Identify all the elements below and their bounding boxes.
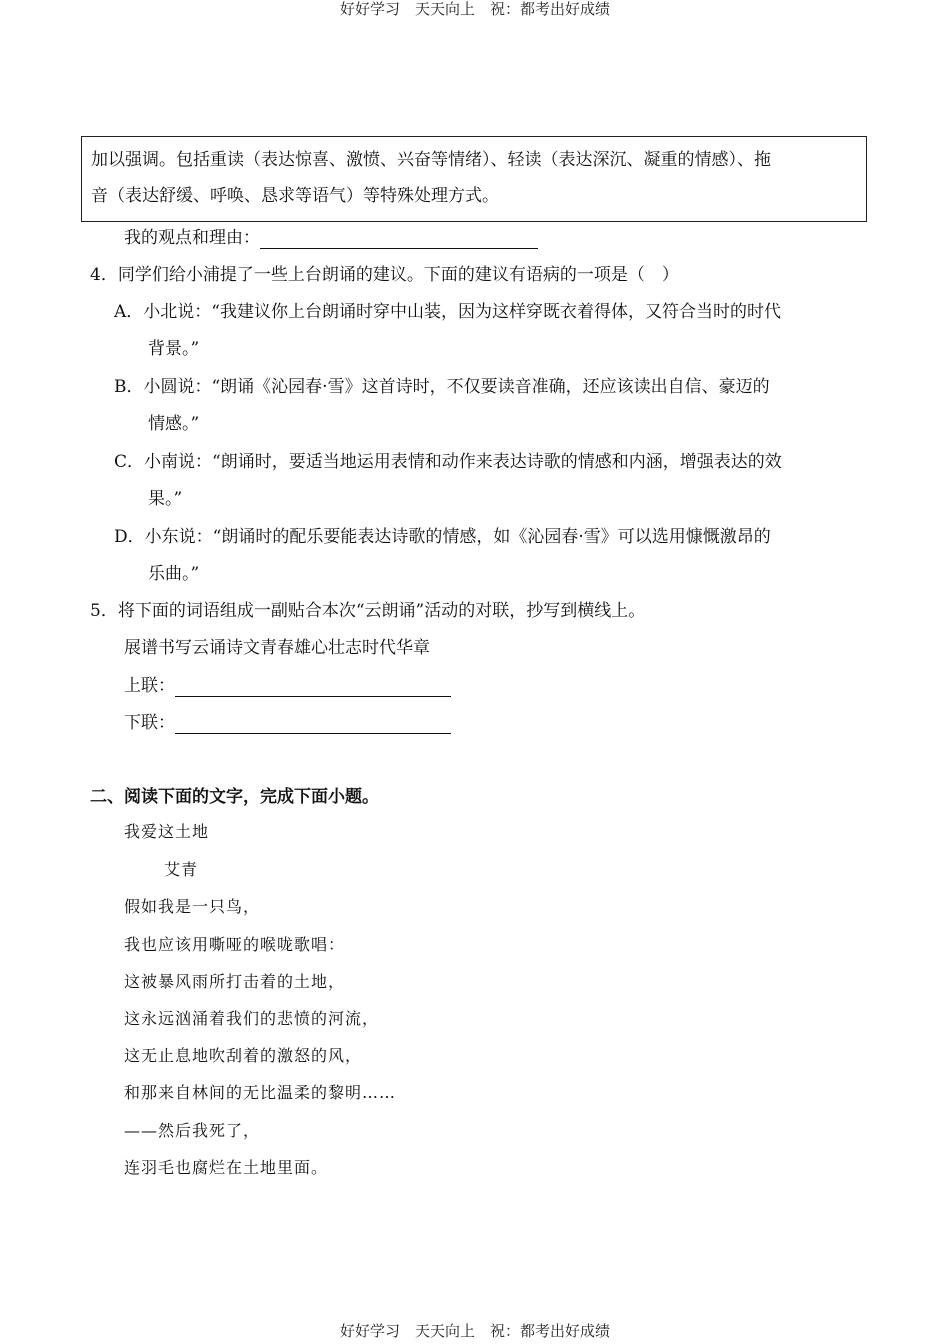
question-4-option-a: A．小北说：“我建议你上台朗诵时穿中山装，因为这样穿既衣着得体，又符合当时的时代 [114,302,781,322]
question-4-option-d: D．小东说：“朗诵时的配乐要能表达诗歌的情感，如《沁园春·雪》可以选用慷慨激昂的 [114,527,771,547]
poem-line: 这无止息地吹刮着的激怒的风， [124,1046,363,1065]
poem-line: 假如我是一只鸟， [124,897,261,916]
question-4-option-b: B．小圆说：“朗诵《沁园春·雪》这首诗时，不仅要读音准确，还应该读出自信、豪迈的 [114,377,770,397]
section-2-title: 二、阅读下面的文字，完成下面小题。 [90,787,379,807]
opinion-row [124,227,538,249]
page-header: 好好学习 天天向上 祝：都考出好成绩 [339,0,610,18]
upper-couplet-row [124,675,451,697]
question-4-option-b-cont: 情感。” [148,414,200,434]
poem-line: 这被暴风雨所打击着的土地， [124,972,346,991]
question-4-option-d-cont: 乐曲。” [148,564,200,584]
poem-line: ——然后我死了， [124,1121,261,1140]
note-box-line-1: 加以强调。包括重读（表达惊喜、激愤、兴奋等情绪）、轻读（表达深沉、凝重的情感）、拖 [91,150,771,170]
question-5-words: 展谱书写云诵诗文青春雄心壮志时代华章 [124,638,430,658]
poem-title: 我爱这土地 [124,822,210,841]
opinion-answer-blank[interactable] [260,230,538,249]
poem-line: 连羽毛也腐烂在土地里面。 [124,1158,329,1177]
note-box [81,136,867,222]
page-footer: 好好学习 天天向上 祝：都考出好成绩 [339,1322,610,1340]
question-5-stem: 5．将下面的词语组成一副贴合本次“云朗诵”活动的对联，抄写到横线上。 [90,601,646,621]
upper-couplet-blank[interactable] [175,678,451,697]
opinion-label: 我的观点和理由： [124,228,260,248]
question-4-option-c: C．小南说：“朗诵时，要适当地运用表情和动作来表达诗歌的情感和内涵，增强表达的效 [114,452,782,472]
poem-line: 和那来自林间的无比温柔的黎明…… [124,1083,397,1102]
question-4-option-c-cont: 果。” [148,489,183,509]
poem-line: 我也应该用嘶哑的喉咙歌唱： [124,935,346,954]
lower-couplet-row [124,712,451,734]
lower-couplet-label: 下联： [124,713,175,733]
poem-author: 艾青 [164,860,199,879]
question-4-option-a-cont: 背景。” [148,339,200,359]
question-4-stem: 4．同学们给小浦提了一些上台朗诵的建议。下面的建议有语病的一项是（ ） [90,265,679,285]
lower-couplet-blank[interactable] [175,715,451,734]
upper-couplet-label: 上联： [124,676,175,696]
poem-line: 这永远汹涌着我们的悲愤的河流， [124,1009,380,1028]
note-box-line-2: 音（表达舒缓、呼唤、恳求等语气）等特殊处理方式。 [91,186,499,206]
